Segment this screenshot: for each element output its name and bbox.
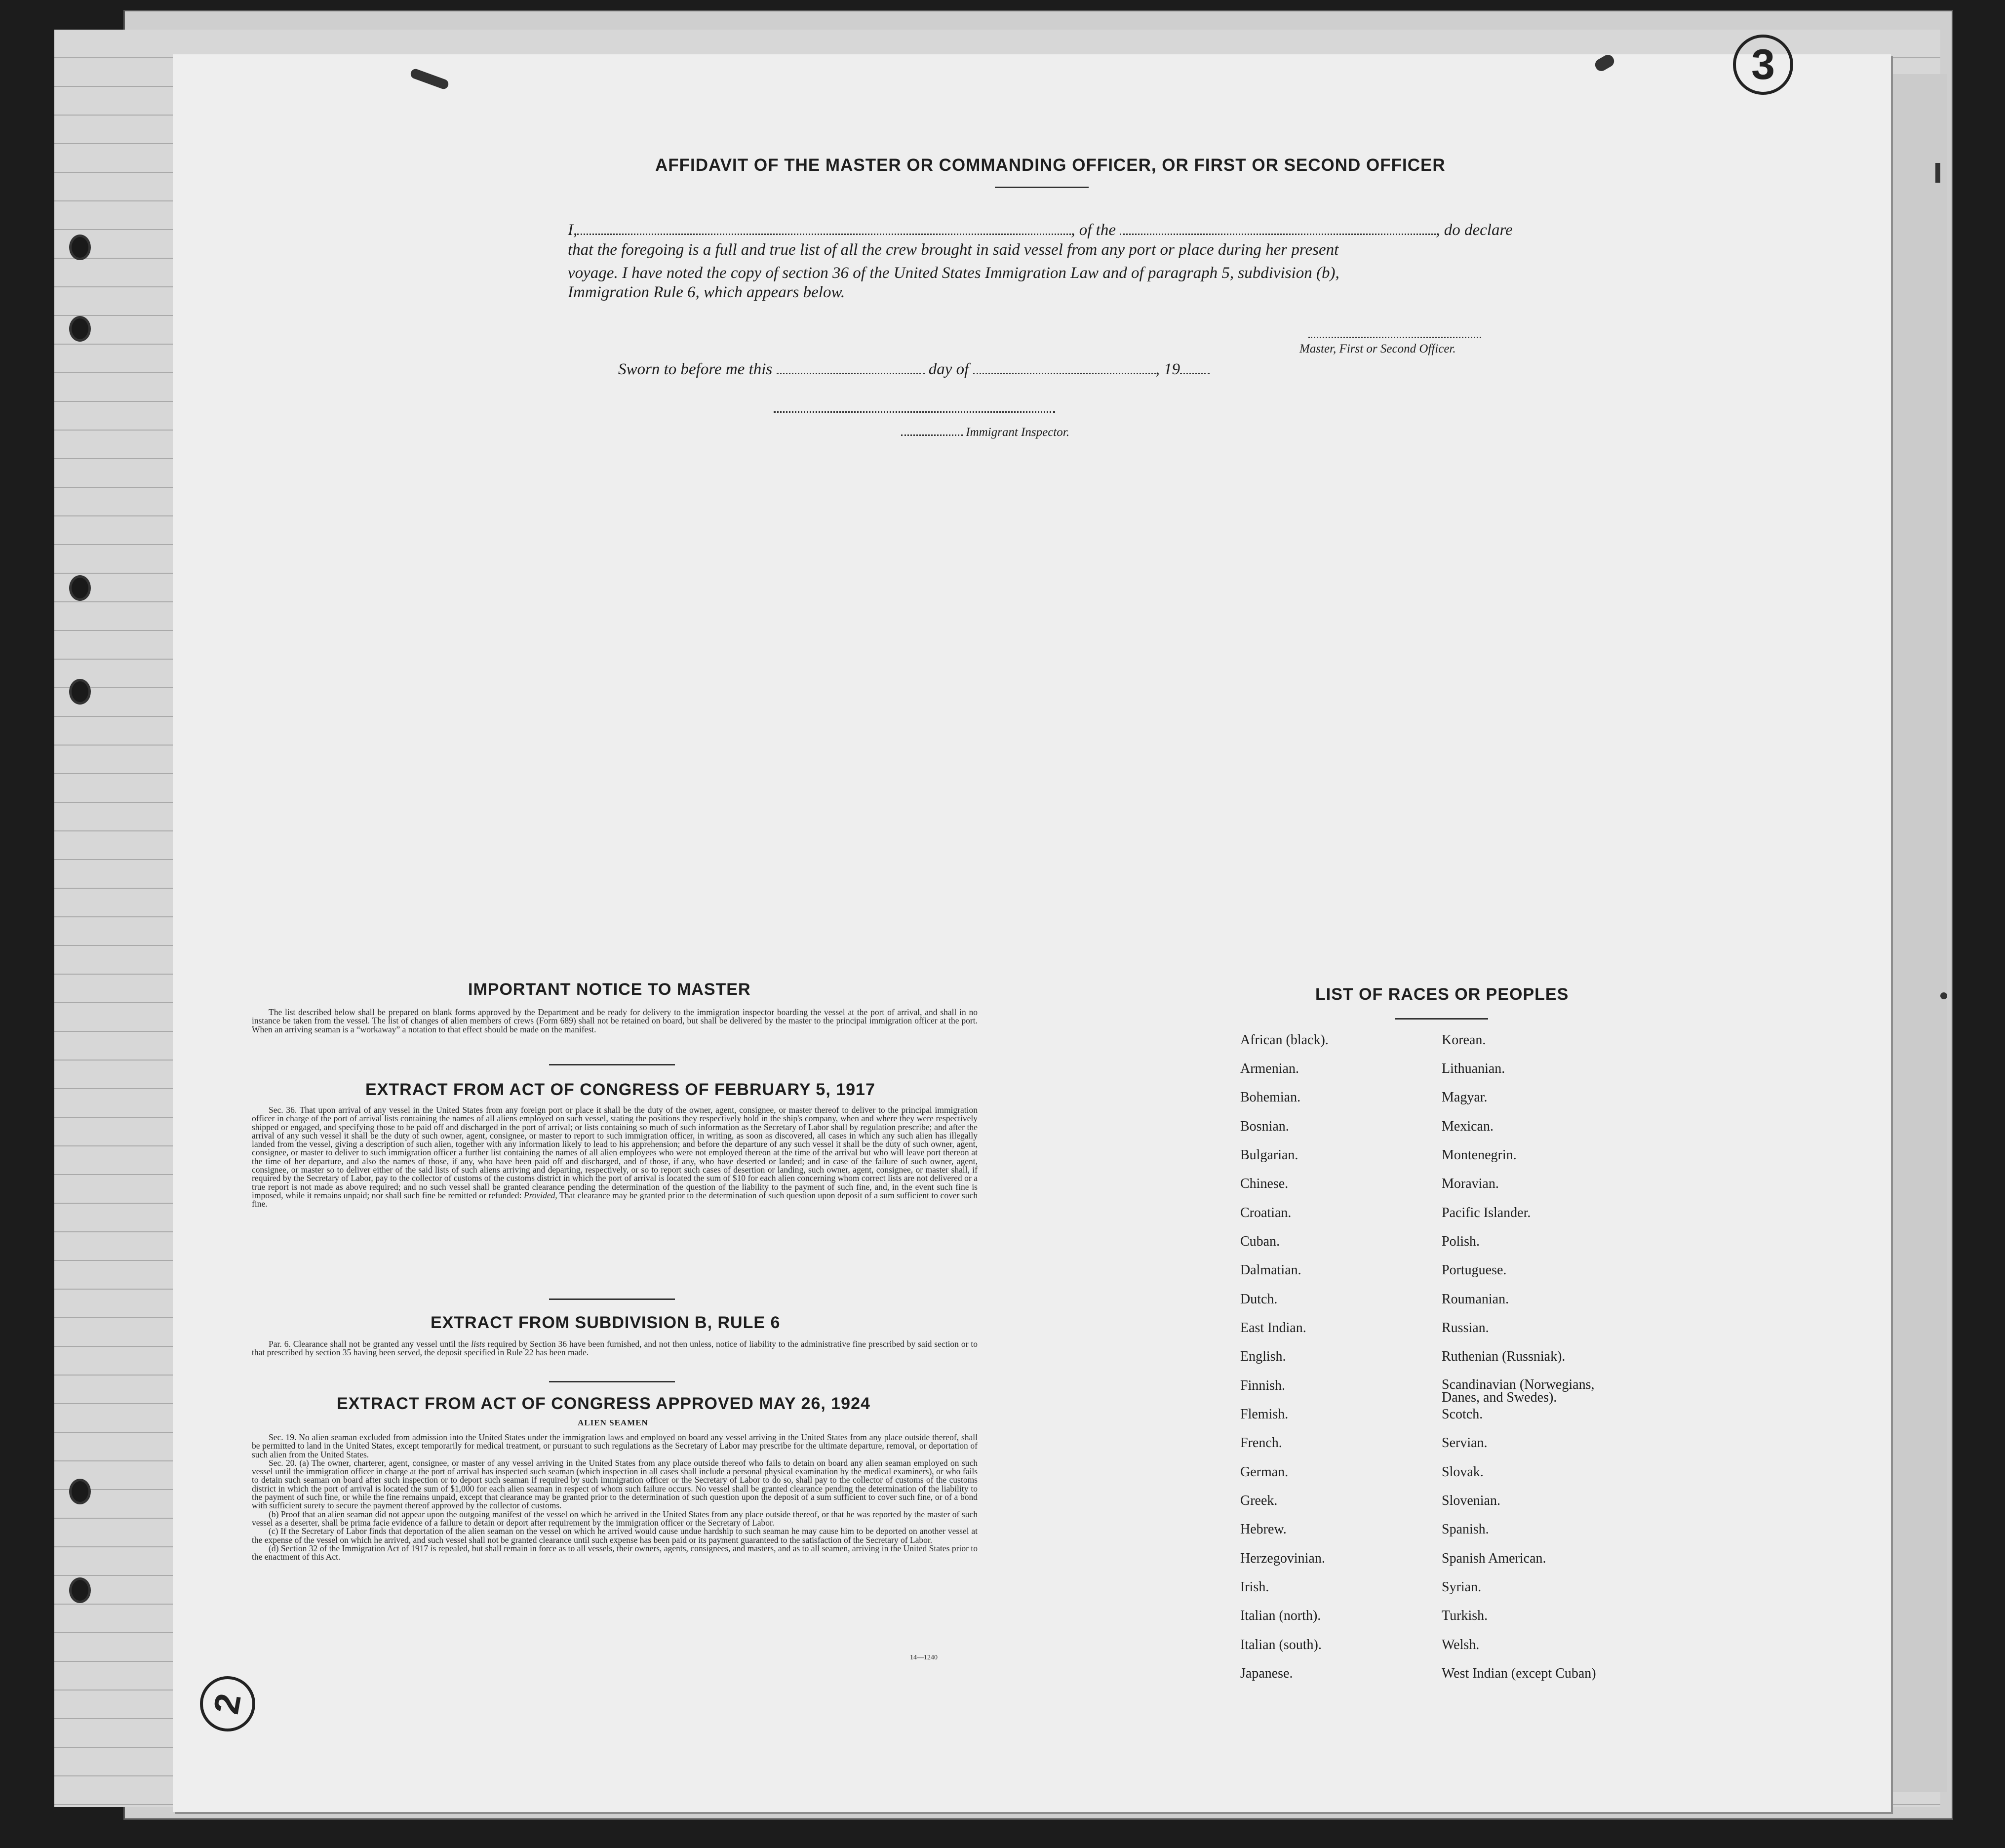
race-item: Irish. [1240, 1579, 1269, 1595]
sec19-paragraph: Sec. 19. No alien seaman excluded from admission into the United States under the immigration laws and employed on board any vessel arriving in the United States from any place outside thereof, shall be permitted to land in the United States, except temporarily for medical treatment, or pursuant to such regulations as the Secretary of Labor may prescribe for the ultimate departure, removal, or deportation of such alien from the United States. [252, 1432, 978, 1459]
declaration-line-4: Immigration Rule 6, which appears below. [568, 283, 845, 301]
race-item: Japanese. [1240, 1666, 1293, 1681]
races-divider [1395, 1018, 1488, 1020]
sworn-label: Sworn to before me this [618, 360, 773, 378]
inspector-blank [901, 434, 963, 436]
sec20d-paragraph: (d) Section 32 of the Immigration Act of 1917 is repealed, but shall remain in force as to all vessels, their owners, agents, consignees, and masters, and as to all seamen, arriving in the United States prior to the enactment of this Act. [252, 1543, 978, 1562]
sworn-line [618, 360, 1210, 379]
extract-rule6-divider [549, 1381, 675, 1382]
notice-paragraph: The list described below shall be prepared on blank forms approved by the Department and be ready for delivery to the immigration inspector boarding the vessel at the port of arrival, and shall in no instance be taken from the vessel. The list of changes of alien members of crews (Form 689) shall not be retained on board, but shall be delivered by the master to the principal immigration officer at the port. When an arriving seaman is a “workaway” a notation to that effect should be made on the manifest. [252, 1007, 978, 1034]
race-item: Armenian. [1240, 1061, 1299, 1076]
sec20b-paragraph: (b) Proof that an alien seaman did not appear upon the outgoing manifest of the vessel on which he arrived in the United States from any place outside thereof, or that he was reported by the master of such vessel as a deserter, shall be prima facie evidence of a failure to detain or deport after requirement by the immigration officer or the Secretary of Labor. [252, 1509, 978, 1528]
title-divider [995, 187, 1089, 188]
sec20a-paragraph: Sec. 20. (a) The owner, charterer, agent, consignee, or master of any vessel arriving in the United States from any place outside thereof who fails to detain on board any alien seaman employed on such vessel until the immigration officer in charge at the port of arrival has inspected such seaman (which inspection in all cases shall include a personal physical examination by the medical examiners), or who fails to detain such seaman on board after such inspection or to deport such seaman if required by such immigration officer or the Secretary of Labor to do so, shall pay to the collector of customs of the customs district in which the port of arrival is located the sum of $1,000 for each alien seaman in respect of whom such failure occurs. No vessel shall be granted clearance pending the determination of the liability to the payment of such fine, or while the fine remains unpaid, except that clearance may be granted prior to the determination of such question upon the deposit of a sum sufficient to cover such fine, or of a bond with sufficient surety to secure the payment thereof approved by the collector of customs. [252, 1457, 978, 1511]
race-item: Russian. [1442, 1320, 1489, 1336]
race-item: Bohemian. [1240, 1090, 1301, 1105]
race-item: French. [1240, 1435, 1282, 1451]
binder-hole-icon [69, 235, 91, 260]
race-item: African (black). [1240, 1032, 1329, 1048]
race-item: Magyar. [1442, 1090, 1488, 1105]
lists-label: lists [471, 1339, 485, 1349]
extract-1917-paragraph [252, 1106, 978, 1209]
race-item: Mexican. [1442, 1119, 1494, 1134]
race-item: Syrian. [1442, 1579, 1482, 1595]
race-item: Chinese. [1240, 1176, 1289, 1191]
extract-rule6-text [252, 1340, 978, 1357]
sec20c-paragraph: (c) If the Secretary of Labor finds that deportation of the alien seaman on the vessel on which he arrived would cause undue hardship to such seaman he may cause him to be deported on another vessel at the expense of the vessel on which he arrived, and such vessel shall not be granted clearance until such expense has been paid or its payment guaranteed to the satisfaction of the Secretary of Labor. [252, 1526, 978, 1545]
ink-mark [1935, 163, 1940, 183]
race-item: Ruthenian (Russniak). [1442, 1349, 1566, 1364]
race-item: Roumanian. [1442, 1292, 1509, 1307]
notice-heading: IMPORTANT NOTICE TO MASTER [468, 980, 751, 999]
notice-text [252, 1008, 978, 1034]
race-item: Slovenian. [1442, 1493, 1500, 1508]
sworn-month-blank [973, 373, 1156, 374]
inspector-label: Immigrant Inspector. [966, 426, 1069, 439]
affidavit-title: AFFIDAVIT OF THE MASTER OR COMMANDING OFFICER, OR FIRST OR SECOND OFFICER [655, 156, 1446, 175]
inspector-line [901, 426, 1069, 439]
race-item: Welsh. [1442, 1637, 1480, 1652]
race-item: German. [1240, 1464, 1289, 1480]
race-item: Herzegovinian. [1240, 1551, 1325, 1566]
race-item: Dalmatian. [1240, 1262, 1301, 1278]
name-blank [577, 234, 1071, 235]
binder-hole-icon [69, 1577, 91, 1603]
race-item: Slovak. [1442, 1464, 1484, 1480]
extract-1924-heading: EXTRACT FROM ACT OF CONGRESS APPROVED MAY 26, 1924 [337, 1394, 870, 1413]
vessel-blank [1120, 234, 1436, 235]
race-item: Scandinavian (Norwegians, Danes, and Swedes). [1442, 1377, 1595, 1405]
race-item: Polish. [1442, 1234, 1480, 1249]
race-item: Pacific Islander. [1442, 1205, 1531, 1220]
page-number-top: 3 [1733, 35, 1793, 95]
right-edge-strip [1891, 74, 1947, 1792]
extract-rule6-heading: EXTRACT FROM SUBDIVISION B, RULE 6 [431, 1313, 781, 1332]
race-item: Greek. [1240, 1493, 1278, 1508]
sworn-year-blank [1180, 373, 1210, 374]
race-item: Cuban. [1240, 1234, 1280, 1249]
race-item: East Indian. [1240, 1320, 1306, 1336]
race-item: Turkish. [1442, 1608, 1488, 1623]
race-item: English. [1240, 1349, 1286, 1364]
race-item: Finnish. [1240, 1378, 1286, 1393]
extract-1924-text [252, 1433, 978, 1561]
race-item: Spanish. [1442, 1522, 1489, 1537]
binder-hole-icon [69, 1479, 91, 1504]
ink-mark [1940, 992, 1947, 999]
binder-hole-icon [69, 679, 91, 705]
race-item: Bulgarian. [1240, 1147, 1298, 1163]
extract-rule6-paragraph [252, 1340, 978, 1357]
year-label: , 19 [1155, 360, 1180, 378]
extract-1917-text [252, 1106, 978, 1209]
sec36-text-end: That clearance may be granted prior to the determination of such question upon deposit of a sum sufficient to cover such fine. [252, 1190, 978, 1209]
inspector-signature-line [774, 411, 1055, 413]
declare-label: , do declare [1436, 221, 1513, 239]
race-item: Italian (south). [1240, 1637, 1322, 1652]
races-title: LIST OF RACES OR PEOPLES [1315, 985, 1569, 1004]
race-item: Croatian. [1240, 1205, 1292, 1220]
binder-hole-icon [69, 575, 91, 601]
race-item: Moravian. [1442, 1176, 1499, 1191]
day-of-label: day of [928, 360, 969, 378]
race-item: Spanish American. [1442, 1551, 1546, 1566]
declaration-line-1 [568, 221, 1513, 239]
race-item: Lithuanian. [1442, 1061, 1505, 1076]
sworn-day-blank [777, 373, 925, 374]
page-number-bottom: 2 [196, 1672, 260, 1736]
race-item: Italian (north). [1240, 1608, 1321, 1623]
race-item: Flemish. [1240, 1407, 1289, 1422]
race-item: West Indian (except Cuban) [1442, 1666, 1596, 1681]
race-item: Scotch. [1442, 1407, 1483, 1422]
extract-1917-divider [549, 1298, 675, 1300]
alien-seamen-subheading: ALIEN SEAMEN [578, 1418, 648, 1427]
race-item: Montenegrin. [1442, 1147, 1517, 1163]
race-item: Portuguese. [1442, 1262, 1507, 1278]
i-label: I, [568, 221, 578, 239]
race-item: Korean. [1442, 1032, 1486, 1048]
race-item: Bosnian. [1240, 1119, 1289, 1134]
declaration-line-2: that the foregoing is a full and true list of all the crew brought in said vessel from any port or place during her present [568, 241, 1339, 259]
rule6-text-start: Par. 6. Clearance shall not be granted any vessel until the [269, 1339, 469, 1349]
form-number: 14—1240 [910, 1654, 938, 1661]
master-signature-line [1308, 337, 1481, 338]
rule6-text-end: required by Section 36 have been furnished, and not then unless, notice of liability to the administrative fine prescribed by said section or to that prescribed by section 35 having been served, the deposit specified in Rule 22 has been made. [252, 1339, 978, 1358]
declaration-line-3: voyage. I have noted the copy of section 36 of the United States Immigration Law and of paragraph 5, subdivision (b), [568, 264, 1339, 282]
race-item: Hebrew. [1240, 1522, 1287, 1537]
proviso-label: Provided, [523, 1190, 557, 1200]
sec36-text: Sec. 36. That upon arrival of any vessel in the United States from any foreign port or place it shall be the duty of the owner, agent, consignee, or master thereof to deliver to the principal immigration officer in charge of the port of arrival lists containing the names of all aliens employed on such vessel, stating the positions they respectively hold in the ship's company, when and where they were respectively shipped or engaged, and specifying those to be paid off and discharged in the port of arrival; or lists containing so much of such information as the Secretary of Labor shall by regulation prescribe; and after the arrival of any such vessel it shall be the duty of such owner, agent, consignee, or master to report to such immigration officer, in writing, as soon as discovered, all cases in which any such alien has illegally landed from the vessel, giving a description of such alien, together with any information likely to lead to his apprehension; and before the departure of any such vessel it shall be the duty of such owner, agent, consignee, or master to deliver to such immigration officer a further list containing the names of all alien employees who were not employed thereon at the time of the arrival but who will leave port thereon at the time of her departure, and also the names of those, if any, who have been paid off and discharged, and of those, if any, who have deserted or landed; and in case of the failure of such owner, agent, consignee, or master so to deliver either of the said lists of such aliens arriving and departing, respectively, or so to report such cases of desertion or landing, such owner, agent, consignee, or master shall, if required by the Secretary of Labor, pay to the collector of customs of the customs district in which the port of arrival is located the sum of $10 for each alien concerning whom correct lists are not delivered or a true report is not made as above required; and no such vessel shall be granted clearance pending the determination of the question of the liability to the payment of such fine, and, in the event such fine is imposed, while it remains unpaid; nor shall such fine be remitted or refunded: [252, 1105, 978, 1200]
race-item: Servian. [1442, 1435, 1488, 1451]
notice-divider [549, 1064, 675, 1065]
extract-1917-heading: EXTRACT FROM ACT OF CONGRESS OF FEBRUARY 5, 1917 [365, 1080, 875, 1099]
binder-hole-icon [69, 316, 91, 342]
of-the-label: , of the [1071, 221, 1116, 239]
race-item: Dutch. [1240, 1292, 1278, 1307]
master-signature-label: Master, First or Second Officer. [1299, 342, 1456, 355]
